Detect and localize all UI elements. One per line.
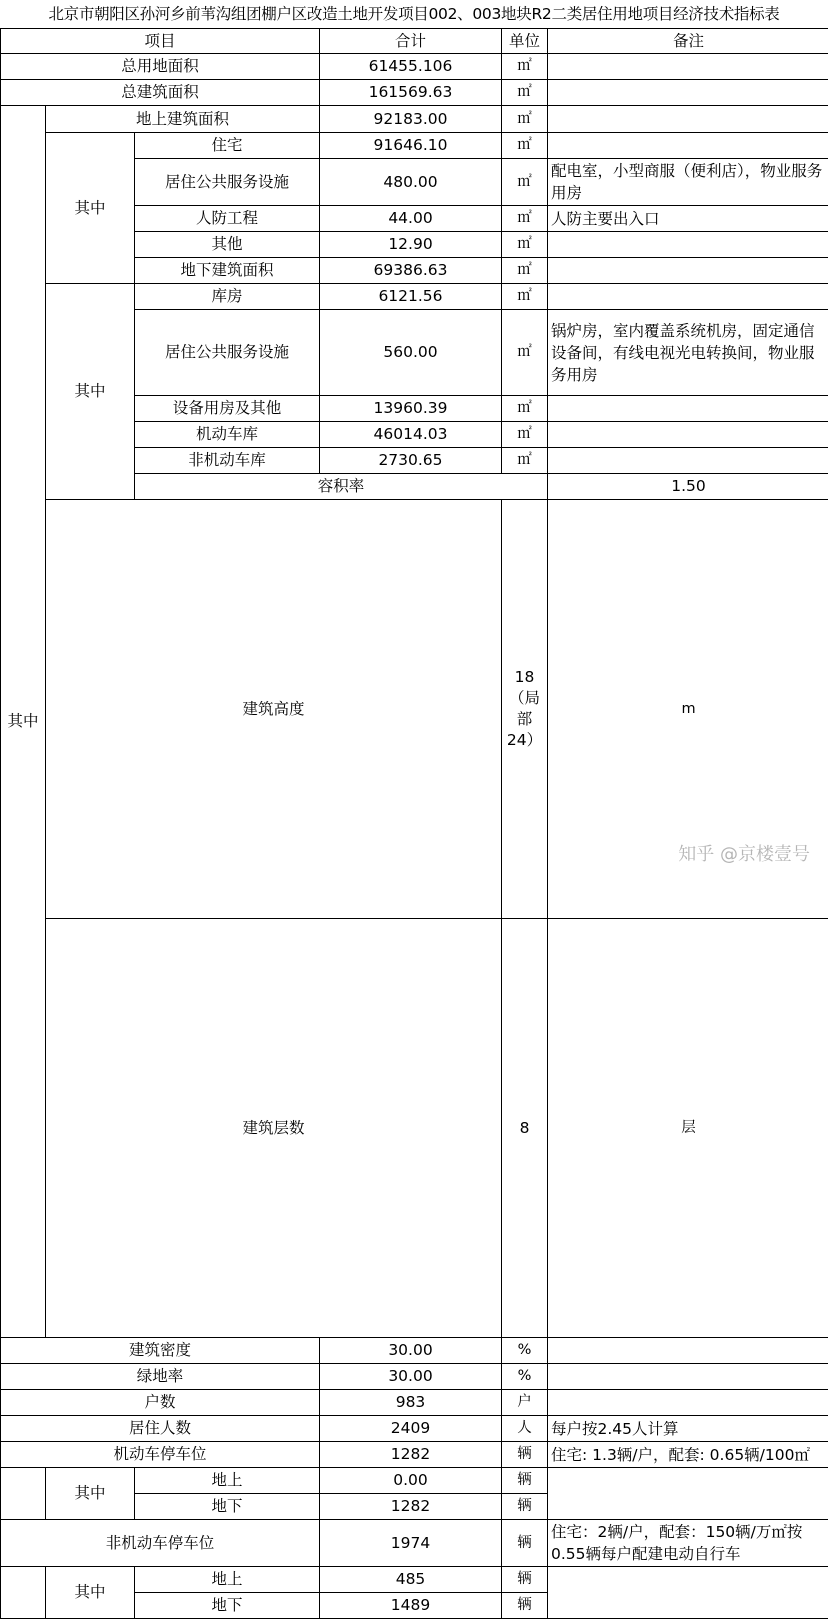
indent-cell xyxy=(1,1567,46,1619)
row-value: 1282 xyxy=(320,1442,502,1468)
table-row xyxy=(1,106,828,133)
row-label: 人防工程 xyxy=(135,206,320,232)
row-unit: 户 xyxy=(502,1390,548,1416)
row-label: 地下 xyxy=(135,1593,320,1619)
row-note xyxy=(548,396,828,422)
row-note: 锅炉房，室内覆盖系统机房，固定通信设备间，有线电视光电转换间，物业服务用房 xyxy=(548,310,828,396)
table-title: 北京市朝阳区孙河乡前苇沟组团棚户区改造土地开发项目002、003地块R2二类居住用地项目经济技术指标表 xyxy=(0,0,828,28)
row-label: 住宅 xyxy=(135,133,320,159)
subgroup-label-qizhong: 其中 xyxy=(46,284,135,500)
row-note xyxy=(548,1338,828,1364)
table-row xyxy=(1,1338,828,1364)
row-note: 人防主要出入口 xyxy=(548,206,828,232)
row-note xyxy=(548,106,828,133)
row-label: 地上 xyxy=(135,1567,320,1593)
row-label: 绿地率 xyxy=(1,1364,320,1390)
table-row xyxy=(1,1442,828,1468)
row-label: 建筑密度 xyxy=(1,1338,320,1364)
row-unit: ㎡ xyxy=(502,80,548,106)
group-label-qizhong: 其中 xyxy=(1,106,46,1338)
row-unit: 层 xyxy=(548,919,828,1338)
row-label: 建筑层数 xyxy=(46,919,502,1338)
row-value: 983 xyxy=(320,1390,502,1416)
row-label: 居住公共服务设施 xyxy=(135,310,320,396)
row-unit: ㎡ xyxy=(502,54,548,80)
row-value: 480.00 xyxy=(320,159,502,206)
subgroup-label-qizhong: 其中 xyxy=(46,133,135,284)
watermark: 知乎 @京楼壹号 xyxy=(678,840,810,866)
row-note xyxy=(548,1364,828,1390)
row-unit: ㎡ xyxy=(502,159,548,206)
row-value: 92183.00 xyxy=(320,106,502,133)
row-note xyxy=(548,133,828,159)
row-note xyxy=(548,232,828,258)
row-label: 户数 xyxy=(1,1390,320,1416)
row-value: 18（局部24） xyxy=(502,500,548,919)
row-label: 建筑高度 xyxy=(46,500,502,919)
row-unit: 辆 xyxy=(502,1567,548,1593)
row-label: 居住公共服务设施 xyxy=(135,159,320,206)
row-unit: ㎡ xyxy=(502,448,548,474)
row-unit: 人 xyxy=(502,1416,548,1442)
table-row xyxy=(1,54,828,80)
row-unit: ㎡ xyxy=(502,284,548,310)
row-unit: ㎡ xyxy=(502,133,548,159)
indicator-table xyxy=(0,28,828,1619)
row-value: 1282 xyxy=(320,1494,502,1520)
row-value: 69386.63 xyxy=(320,258,502,284)
row-label: 容积率 xyxy=(135,474,548,500)
row-value: 1974 xyxy=(320,1520,502,1567)
row-value: 12.90 xyxy=(320,232,502,258)
row-label: 地下建筑面积 xyxy=(135,258,320,284)
row-value: 2409 xyxy=(320,1416,502,1442)
table-row xyxy=(1,284,828,310)
row-unit: 辆 xyxy=(502,1593,548,1619)
row-value: 560.00 xyxy=(320,310,502,396)
row-note xyxy=(548,258,828,284)
row-note xyxy=(548,1390,828,1416)
row-note xyxy=(548,1567,828,1619)
row-unit: 辆 xyxy=(502,1494,548,1520)
header-total: 合计 xyxy=(320,29,502,54)
row-note: 配电室，小型商服（便利店），物业服务用房 xyxy=(548,159,828,206)
subgroup-label-qizhong: 其中 xyxy=(46,1567,135,1619)
row-unit: m xyxy=(548,500,828,919)
row-note xyxy=(548,54,828,80)
row-unit: % xyxy=(502,1338,548,1364)
row-unit: ㎡ xyxy=(502,206,548,232)
row-value: 6121.56 xyxy=(320,284,502,310)
row-label: 地上建筑面积 xyxy=(46,106,320,133)
row-value: 485 xyxy=(320,1567,502,1593)
row-value: 44.00 xyxy=(320,206,502,232)
header-item: 项目 xyxy=(1,29,320,54)
row-value: 91646.10 xyxy=(320,133,502,159)
table-row xyxy=(1,1390,828,1416)
row-label: 机动车停车位 xyxy=(1,1442,320,1468)
row-label: 非机动车库 xyxy=(135,448,320,474)
row-value: 1.50 xyxy=(548,474,828,500)
row-label: 总建筑面积 xyxy=(1,80,320,106)
subgroup-label-qizhong: 其中 xyxy=(46,1468,135,1520)
row-value: 2730.65 xyxy=(320,448,502,474)
row-unit: 辆 xyxy=(502,1468,548,1494)
row-value: 46014.03 xyxy=(320,422,502,448)
table-row xyxy=(1,1468,828,1494)
row-note: 每户按2.45人计算 xyxy=(548,1416,828,1442)
row-label: 总用地面积 xyxy=(1,54,320,80)
row-label: 库房 xyxy=(135,284,320,310)
row-unit: ㎡ xyxy=(502,232,548,258)
table-row xyxy=(1,80,828,106)
table-row xyxy=(1,133,828,159)
row-label: 机动车库 xyxy=(135,422,320,448)
row-unit: ㎡ xyxy=(502,396,548,422)
row-unit: ㎡ xyxy=(502,422,548,448)
indent-cell xyxy=(1,1468,46,1520)
row-note xyxy=(548,448,828,474)
row-note xyxy=(548,80,828,106)
row-unit: ㎡ xyxy=(502,310,548,396)
row-label: 非机动车停车位 xyxy=(1,1520,320,1567)
row-value: 30.00 xyxy=(320,1338,502,1364)
row-note xyxy=(548,1468,828,1520)
row-label: 地下 xyxy=(135,1494,320,1520)
row-value: 8 xyxy=(502,919,548,1338)
row-label: 其他 xyxy=(135,232,320,258)
row-unit: ㎡ xyxy=(502,258,548,284)
row-value: 30.00 xyxy=(320,1364,502,1390)
row-note: 住宅：2辆/户，配套：150辆/万㎡按0.55辆每户配建电动自行车 xyxy=(548,1520,828,1567)
table-row xyxy=(1,1364,828,1390)
row-unit: 辆 xyxy=(502,1520,548,1567)
row-label: 居住人数 xyxy=(1,1416,320,1442)
row-value: 13960.39 xyxy=(320,396,502,422)
table-row xyxy=(1,500,828,919)
header-note: 备注 xyxy=(548,29,828,54)
row-unit: % xyxy=(502,1364,548,1390)
row-value: 161569.63 xyxy=(320,80,502,106)
row-unit: 辆 xyxy=(502,1442,548,1468)
row-unit: ㎡ xyxy=(502,106,548,133)
row-note: 住宅: 1.3辆/户，配套: 0.65辆/100㎡ xyxy=(548,1442,828,1468)
row-note xyxy=(548,284,828,310)
table-row xyxy=(1,1520,828,1567)
header-unit: 单位 xyxy=(502,29,548,54)
row-value: 0.00 xyxy=(320,1468,502,1494)
row-note xyxy=(548,422,828,448)
table-row xyxy=(1,1567,828,1593)
table-row xyxy=(1,1416,828,1442)
row-label: 设备用房及其他 xyxy=(135,396,320,422)
row-label: 地上 xyxy=(135,1468,320,1494)
table-row xyxy=(1,919,828,1338)
row-value: 1489 xyxy=(320,1593,502,1619)
header-row xyxy=(1,29,828,54)
row-value: 61455.106 xyxy=(320,54,502,80)
